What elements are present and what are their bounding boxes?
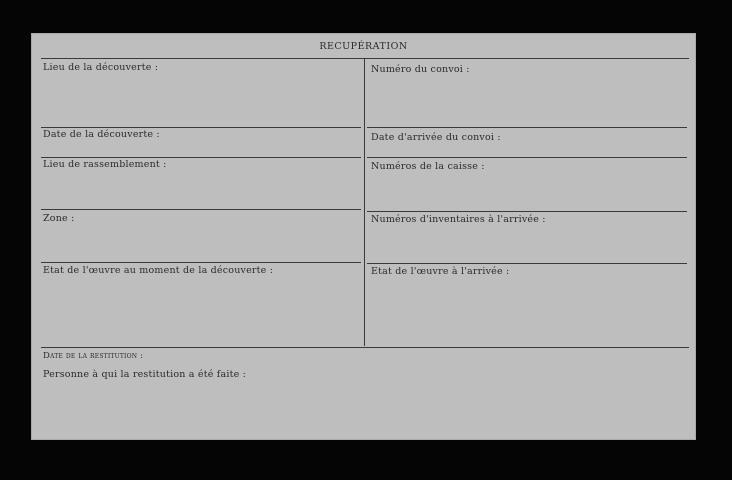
rule-right-1 <box>367 127 687 128</box>
column-divider <box>364 58 365 346</box>
rule-left-3 <box>41 209 361 210</box>
label-date-decouverte: Date de la découverte : <box>43 129 160 140</box>
top-rule <box>41 58 689 59</box>
label-date-restitution: Date de la restitution : <box>43 351 144 361</box>
label-etat-decouverte: Etat de l'œuvre au moment de la découverte : <box>43 265 274 276</box>
label-zone: Zone : <box>43 213 75 224</box>
label-personne-restitution: Personne à qui la restitution a été faite : <box>43 369 247 380</box>
rule-left-1 <box>41 127 361 128</box>
label-date-arrivee: Date d'arrivée du convoi : <box>371 132 501 143</box>
label-lieu-rassemblement: Lieu de rassemblement : <box>43 159 167 170</box>
form-title: RECUPÉRATION <box>319 41 408 52</box>
label-numeros-inventaires: Numéros d'inventaires à l'arrivée : <box>371 214 546 225</box>
label-numeros-caisse: Numéros de la caisse : <box>371 161 485 172</box>
rule-bottom <box>41 347 689 348</box>
label-etat-arrivee: Etat de l'œuvre à l'arrivée : <box>371 266 510 277</box>
rule-right-3 <box>367 211 687 212</box>
rule-right-2 <box>367 157 687 158</box>
rule-left-4 <box>41 262 361 263</box>
form-card <box>31 33 696 440</box>
rule-left-2 <box>41 157 361 158</box>
label-lieu-decouverte: Lieu de la découverte : <box>43 62 159 73</box>
label-numero-convoi: Numéro du convoi : <box>371 64 470 75</box>
rule-right-4 <box>367 263 687 264</box>
